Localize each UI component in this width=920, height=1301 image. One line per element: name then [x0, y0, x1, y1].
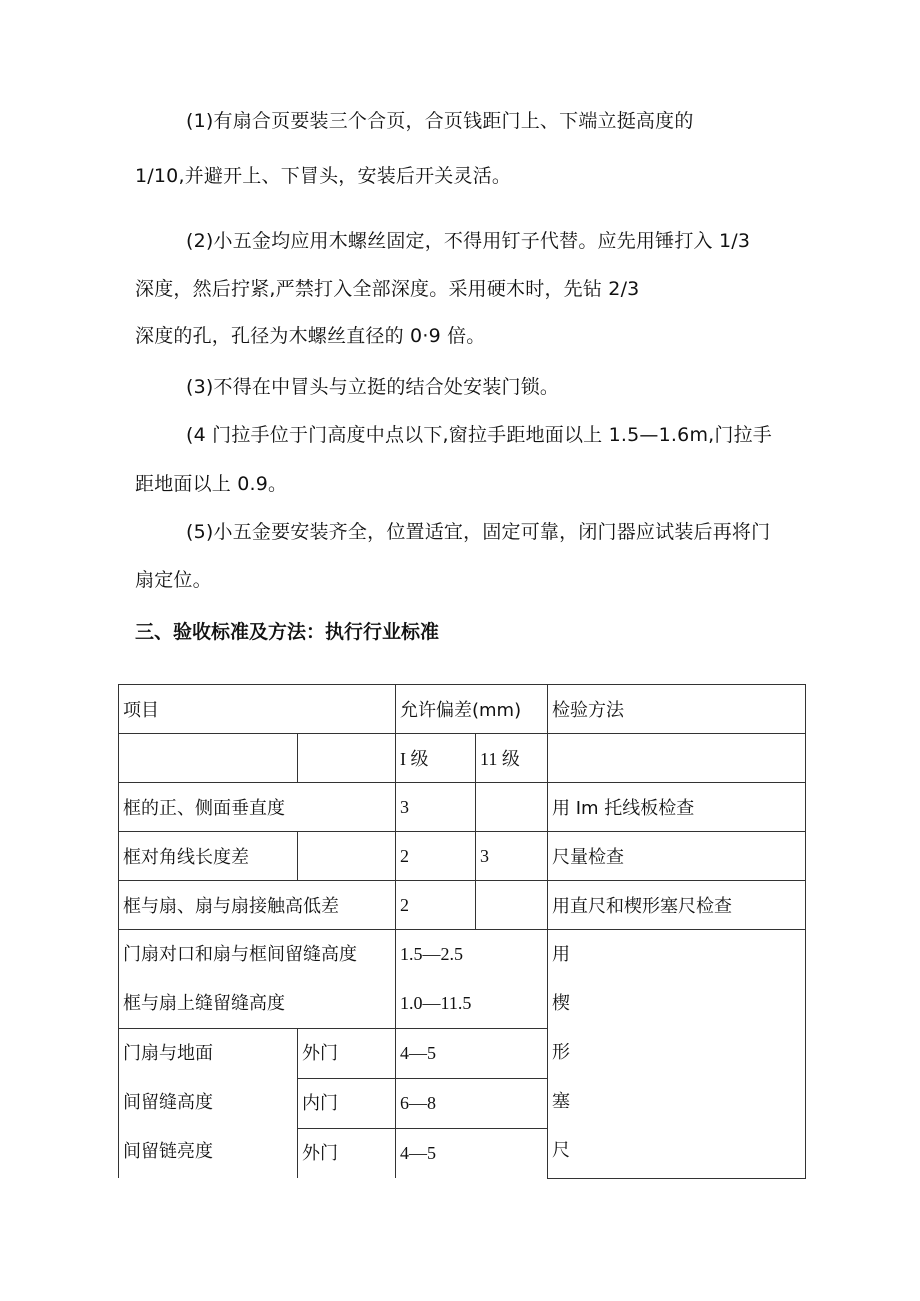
paragraph-4-line-2: 距地面以上 0.9。 [135, 473, 288, 495]
row-item-text: 间留链亮度 [123, 1141, 213, 1162]
row-item-cell: 框对角线长度差 [119, 832, 298, 881]
door-type-text: 外门 [302, 1143, 338, 1164]
floor-gap-item-cell [119, 1029, 298, 1179]
row-grade2-cell [476, 783, 548, 832]
section-heading: 三、验收标准及方法：执行行业标准 [135, 621, 440, 643]
vertical-method-char: 用 [552, 944, 570, 965]
row-item-cell: 框的正、侧面垂直度 [119, 783, 396, 832]
row-grade2-cell [476, 881, 548, 930]
vertical-method-char: 楔 [552, 993, 570, 1014]
row-item-text: 门扇与地面 [123, 1043, 213, 1064]
row-grade1-text: 1.5—2.5 [400, 944, 463, 964]
row-grade1-text: 1.0—11.5 [400, 993, 472, 1013]
paragraph-1-line-2: 1/10,并避开上、下冒头，安装后开关灵活。 [135, 165, 512, 187]
gap-value-stack-cell [396, 930, 548, 1029]
row-empty-cell [298, 832, 396, 881]
door-type-text: 外门 [298, 1029, 395, 1079]
gap-item-stack-cell [119, 930, 396, 1029]
table-row [119, 881, 806, 930]
vertical-method-char: 塞 [552, 1091, 570, 1112]
row-grade1-cell: 3 [396, 783, 476, 832]
door-type-cell [298, 1029, 396, 1179]
row-item-text: 门扇对口和扇与框间留缝高度 [123, 944, 357, 965]
floor-gap-value-cell [396, 1029, 548, 1179]
row-method-cell: 用 Im 托线板检查 [548, 783, 806, 832]
row-method-cell: 用直尺和楔形塞尺检查 [548, 881, 806, 930]
paragraph-2-line-2: 深度，然后拧紧,严禁打入全部深度。采用硬木时，先钻 2/3 [135, 278, 640, 300]
paragraph-5-line-2: 扇定位。 [135, 569, 212, 591]
row-method-cell: 尺量检查 [548, 832, 806, 881]
header-item-cell: 项目 [119, 685, 396, 734]
row-grade1-text: 4—5 [396, 1029, 547, 1079]
paragraph-5-line-1: (5)小五金要安装齐全，位置适宜，固定可靠，闭门器应试装后再将门 [186, 521, 771, 543]
vertical-method-char: 尺 [552, 1140, 570, 1161]
acceptance-standard-table [118, 684, 806, 1179]
table-subheader-row [119, 734, 806, 783]
subheader-empty-cell [119, 734, 298, 783]
paragraph-2-line-1: (2)小五金均应用木螺丝固定，不得用钉子代替。应先用锤打入 1/3 [186, 230, 751, 252]
row-item-text: 间留缝高度 [123, 1092, 213, 1113]
table-row [119, 783, 806, 832]
table-row [119, 930, 806, 1029]
row-grade1-text: 6—8 [396, 1079, 547, 1129]
header-method-cell: 检验方法 [548, 685, 806, 734]
paragraph-3-line-1: (3)不得在中冒头与立挺的结合处安装门锁。 [186, 376, 560, 398]
paragraph-2-line-3: 深度的孔，孔径为木螺丝直径的 0·9 倍。 [135, 325, 486, 347]
row-grade1-cell: 2 [396, 881, 476, 930]
subheader-empty-cell [298, 734, 396, 783]
row-item-text: 框与扇上缝留缝高度 [123, 993, 285, 1014]
row-grade1-cell: 2 [396, 832, 476, 881]
subheader-grade1-cell: I 级 [396, 734, 476, 783]
subheader-grade2-cell: 11 级 [476, 734, 548, 783]
door-type-text: 内门 [298, 1079, 395, 1129]
row-grade1-text: 4—5 [400, 1143, 436, 1163]
paragraph-1-line-1: (1)有扇合页要装三个合页，合页钱距门上、下端立挺高度的 [186, 110, 694, 132]
vertical-method-char: 形 [552, 1042, 570, 1063]
vertical-method-cell [548, 930, 806, 1179]
row-item-cell: 框与扇、扇与扇接触高低差 [119, 881, 396, 930]
table-header-row [119, 685, 806, 734]
table-row [119, 832, 806, 881]
paragraph-4-line-1: (4 门拉手位于门高度中点以下,窗拉手距地面以上 1.5—1.6m,门拉手 [186, 424, 773, 446]
subheader-empty-cell [548, 734, 806, 783]
row-grade2-cell: 3 [476, 832, 548, 881]
header-tolerance-cell: 允许偏差(mm) [396, 685, 548, 734]
